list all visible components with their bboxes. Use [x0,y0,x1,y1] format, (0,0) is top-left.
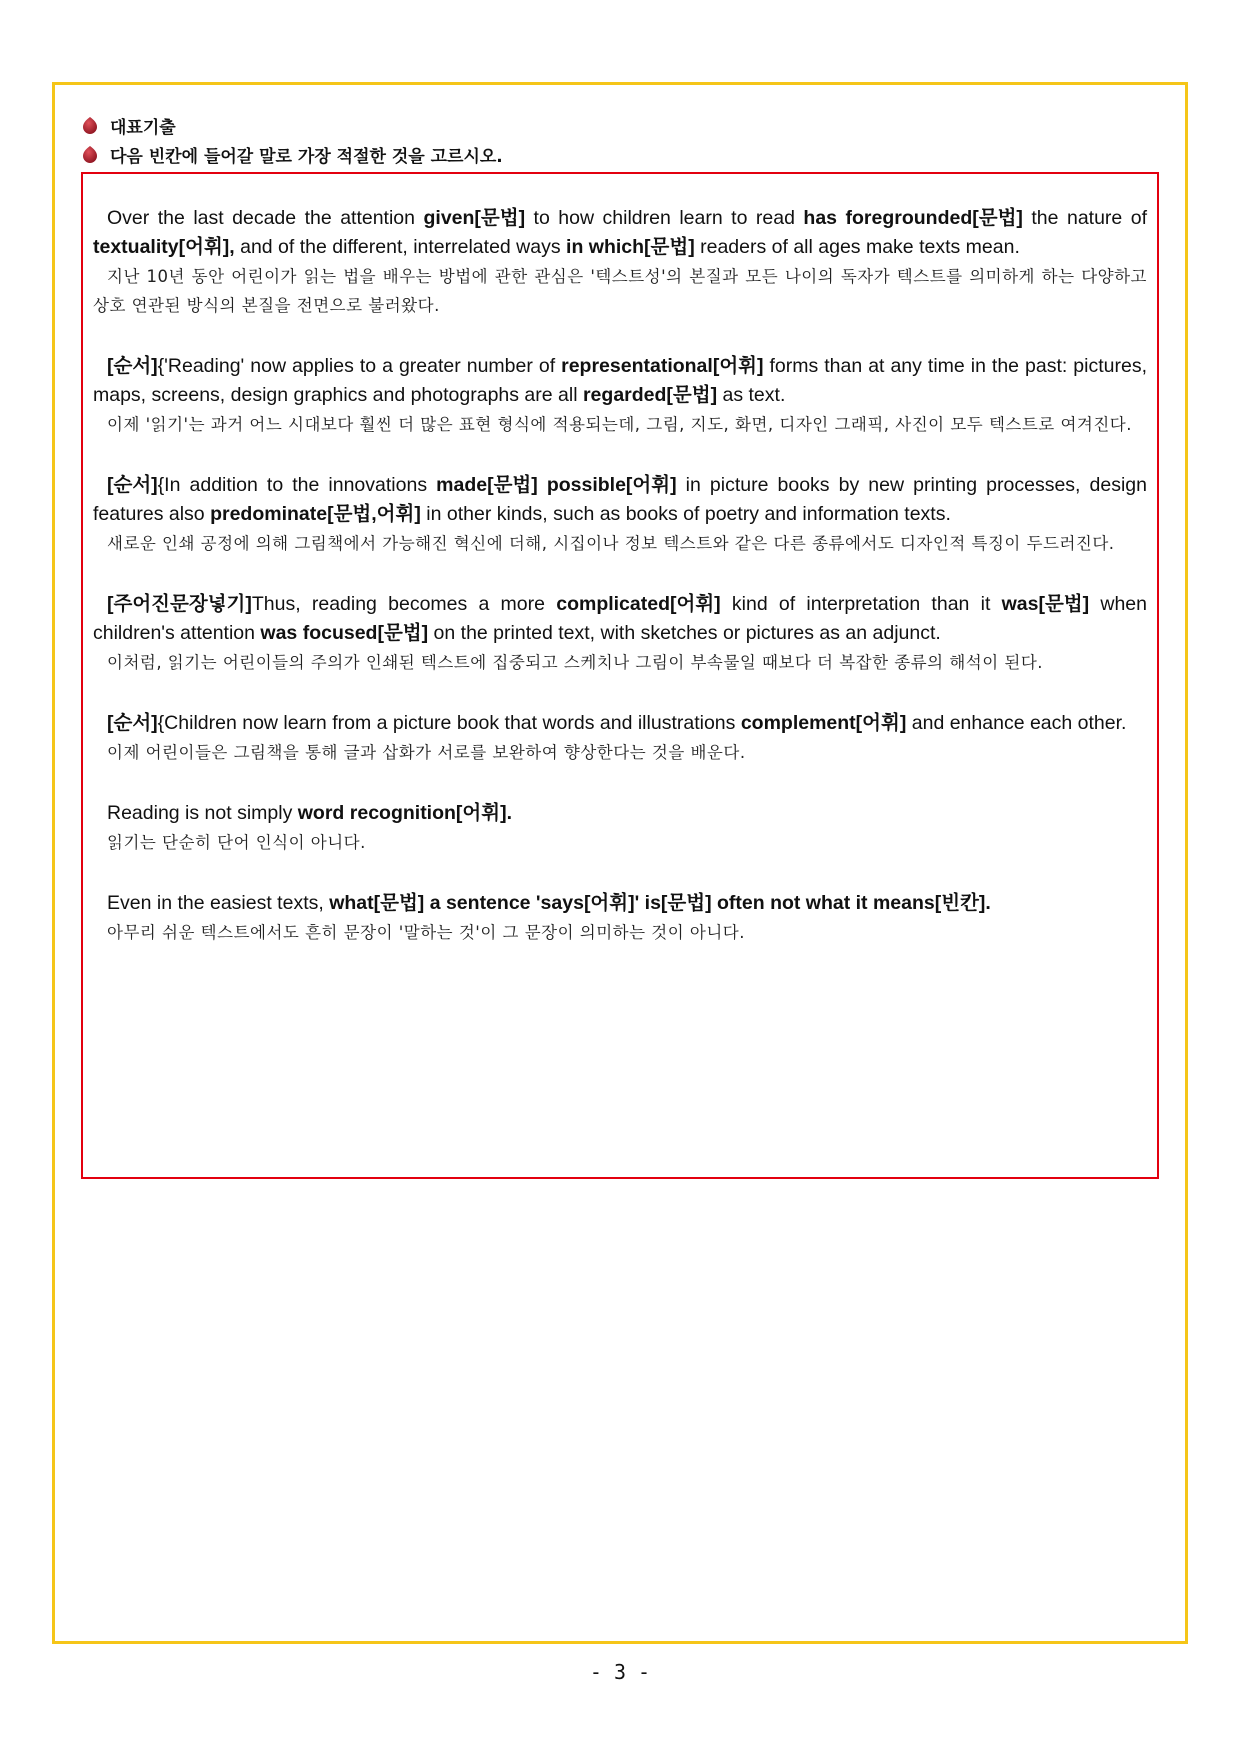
red-drop-bullet-icon [82,145,98,164]
passage-paragraph [93,204,1147,320]
english-sentence [93,709,1147,738]
highlighted-term: has foregrounded[문법] [803,207,1023,229]
highlighted-term: complicated[어휘] [556,593,721,615]
highlighted-term: word recognition[어휘]. [297,802,513,824]
english-sentence [93,471,1147,529]
header-label-line [82,113,176,138]
korean-translation: 지난 10년 동안 어린이가 읽는 법을 배우는 방법에 관한 관심은 '텍스트성'의 본질과 모든 나이의 독자가 텍스트를 의미하게 하는 다양하고 상호 연관된 방식의 본질을 전면으로 불러왔다. [93,267,1147,315]
english-sentence [93,352,1147,410]
passage-paragraph [93,799,1147,857]
highlighted-term: predominate[문법,어휘] [210,503,421,525]
sentence-text: on the printed text, with sketches or pictures as an adjunct. [428,622,941,644]
sentence-text: {'Reading' now applies to a greater number of [157,355,562,377]
sentence-text: and of the different, interrelated ways [234,236,567,258]
sentence-text: {In addition to the innovations [157,474,437,496]
sentence-text: the nature of [1022,207,1148,229]
header-instruction-line [82,142,503,167]
sentence-text: Thus, reading becomes a more [251,593,557,615]
english-sentence [93,204,1147,262]
sentence-text: Even in the easiest texts, [107,892,330,914]
highlighted-term: representational[어휘] [561,355,764,377]
highlighted-term: [순서] [107,712,158,734]
passage-paragraph [93,352,1147,439]
sentence-text: to how children learn to read [525,207,804,229]
korean-translation: 아무리 쉬운 텍스트에서도 흔히 문장이 '말하는 것'이 그 문장이 의미하는 것이 아니다. [107,923,745,942]
sentence-text: when children's attention [93,593,1147,644]
sentence-text: kind of interpretation than it [720,593,1002,615]
red-drop-bullet-icon [82,116,98,135]
highlighted-term: [주어진문장넣기] [107,593,252,615]
passage-box [81,172,1159,1179]
highlighted-term: regarded[문법] [582,384,718,406]
sentence-text: readers of all ages make texts mean. [694,236,1020,258]
highlighted-term: what[문법] a sentence 'says[어휘]' is[문법] often not what it means[빈칸]. [329,892,991,914]
passage-paragraph [93,889,1147,947]
highlighted-term: [순서] [107,355,158,377]
english-sentence [93,799,1147,828]
highlighted-term: made[문법] possible[어휘] [436,474,677,496]
passage-paragraph [93,471,1147,558]
sentence-text: in picture books by new printing processes, design features also [93,474,1147,525]
sentence-text: Over the last decade the attention [107,207,424,229]
korean-translation: 읽기는 단순히 단어 인식이 아니다. [107,833,366,852]
english-sentence [93,889,1147,918]
passage-paragraph [93,709,1147,767]
highlighted-term: complement[어휘] [740,712,907,734]
english-sentence [93,590,1147,648]
highlighted-term: [순서] [107,474,158,496]
passage-paragraph [93,590,1147,677]
sentence-text: forms than at any time in the past: pictures, maps, screens, design graphics and photographs are all [93,355,1147,406]
highlighted-term: was focused[문법] [260,622,429,644]
highlighted-term: textuality[어휘], [93,236,235,258]
sentence-text: Reading is not simply [107,802,298,824]
sentence-text: {Children now learn from a picture book that words and illustrations [157,712,741,734]
question-instruction: 다음 빈칸에 들어갈 말로 가장 적절한 것을 고르시오. [110,147,503,167]
highlighted-term: in which[문법] [566,236,695,258]
korean-translation: 이처럼, 읽기는 어린이들의 주의가 인쇄된 텍스트에 집중되고 스케치나 그림이 부속물일 때보다 더 복잡한 종류의 해석이 된다. [107,653,1044,672]
korean-translation: 이제 어린이들은 그림책을 통해 글과 삽화가 서로를 보완하여 향상한다는 것을 배운다. [107,743,746,762]
header-label: 대표기출 [110,118,176,138]
sentence-text: in other kinds, such as books of poetry and information texts. [420,503,951,525]
sentence-text: and enhance each other. [906,712,1127,734]
highlighted-term: given[문법] [423,207,526,229]
sentence-text: as text. [717,384,786,406]
page-number: - 3 - [589,1660,651,1684]
korean-translation: 이제 '읽기'는 과거 어느 시대보다 훨씬 더 많은 표현 형식에 적용되는데, 그림, 지도, 화면, 디자인 그래픽, 사진이 모두 텍스트로 여겨진다. [107,415,1132,434]
highlighted-term: was[문법] [1001,593,1090,615]
korean-translation: 새로운 인쇄 공정에 의해 그림책에서 가능해진 혁신에 더해, 시집이나 정보 텍스트와 같은 다른 종류에서도 디자인적 특징이 두드러진다. [107,534,1115,553]
